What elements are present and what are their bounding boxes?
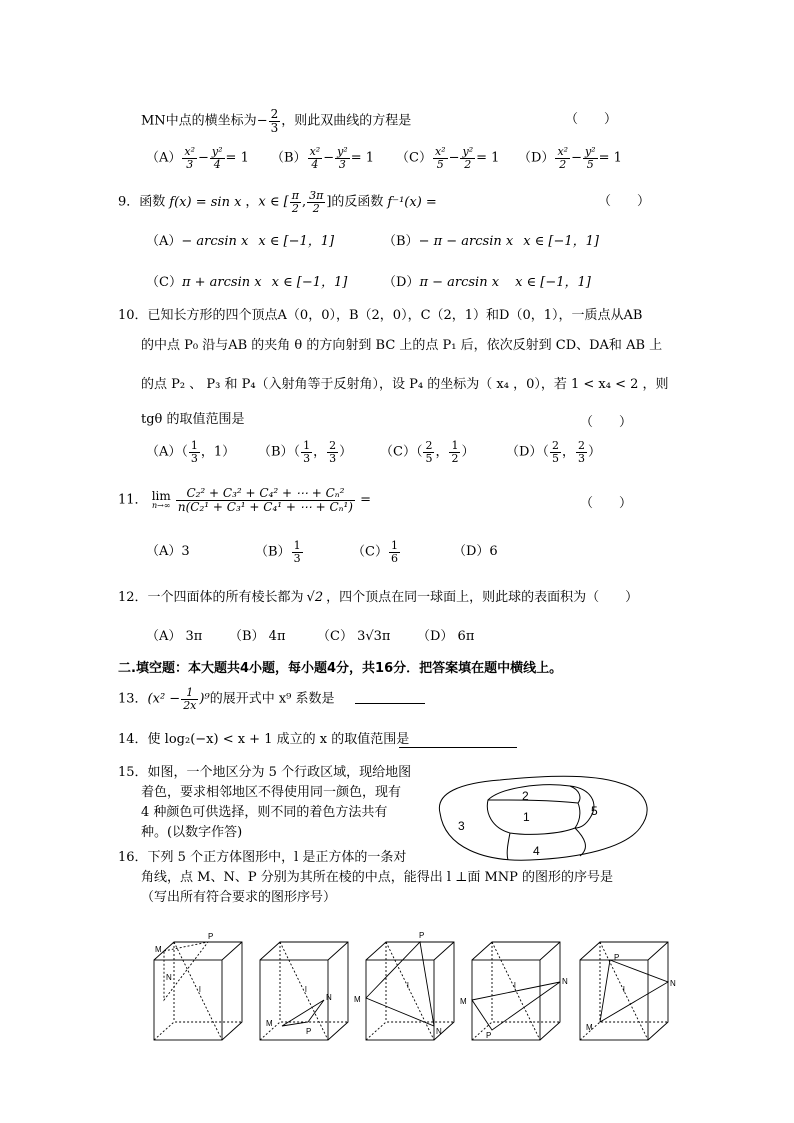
cube-front-face [472,960,540,1040]
lim-subscript: n→∞ [151,501,171,511]
option-frac [460,146,475,170]
q12-option-d[interactable]: （D） 6π [417,629,475,644]
frac-num: y² [337,145,348,158]
q12-text2: ，四个顶点在同一球面上，则此球的表面积为（ ） [326,590,639,605]
cube-4[interactable] [460,942,568,1040]
q10-answer-paren: （ ） [580,415,633,430]
q16-line1: 16．下列 5 个正方体图形中，l 是正方体的一条对 [118,850,407,865]
option-expr: π + arcsin x [181,275,262,290]
q10-line4: tgθ 的取值范围是 [141,412,245,427]
option-label: （D）（ [506,444,549,460]
q10-option-c[interactable] [380,440,474,464]
option-label: （C） [146,275,182,290]
frac-num: x² [434,145,446,158]
q11-lim [152,490,171,510]
q9-option-b[interactable] [383,235,599,248]
label-n: N [562,977,568,986]
frac-num: 1 [390,539,398,552]
label-n: N [166,973,172,982]
option-expr: − arcsin x [181,234,249,249]
frac-den: 5 [551,451,559,465]
option-domain: x ∈ [−1，1] [258,234,335,249]
frac-den: n(C₂¹ + C₃¹ + C₄¹ + ⋯ + Cₙ¹) [177,499,353,514]
q9-answer-paren: （ ） [598,194,651,209]
cube-back-edges [260,942,348,1040]
q9-comma: ， [245,194,259,210]
q11-option-c[interactable] [352,540,401,564]
frac-num: 1 [293,539,301,552]
frac-den: 3 [338,157,346,171]
q9-frac2 [307,190,325,214]
label-l: l [623,985,625,994]
frac-num: y² [211,145,223,158]
cube-back-edges [154,942,242,1040]
q12-text: 12．一个四面体的所有棱长都为 [118,590,304,605]
option-expr: π − arcsin x [419,275,500,290]
option-label: （C） [396,150,432,166]
label-m: M [266,1019,273,1028]
q13-number: 13． [118,691,148,707]
q15-line4: 种。(以数字作答) [141,825,243,840]
q11-answer-paren: （ ） [580,496,633,511]
q14-stem: 14．使 log₂(−x) < x + 1 成立的 x 的取值范围是 [118,732,410,747]
option-label: （D） [383,275,420,290]
option-label: （C）（ [380,444,423,460]
option-label: （A）（ [146,444,188,460]
frac-num: x² [309,145,321,158]
q11-option-b[interactable] [255,540,304,564]
frac-den: 2 [291,201,299,215]
option-label: （C） [352,544,388,560]
q13-expr-open: (x² − [147,691,181,707]
region-label-4: 4 [533,844,540,858]
frac-den: 3 [303,451,311,465]
option-domain: x ∈ [−1，1] [515,275,591,290]
frac-num: y² [462,145,474,158]
option-sep: ， [313,444,327,460]
mnp-triangle [366,942,434,1026]
q9-sep: , [301,194,307,210]
option-label: （A） [146,150,182,166]
q8-option-c[interactable]: （C） $\frac{\text{x²}}{5}$ − $\frac{\text{y²}}{2}$ = 1 [396,145,500,171]
q9-option-a[interactable] [146,235,334,248]
option-domain: x ∈ [−1，1] [271,275,348,290]
label-p: P [306,1027,312,1036]
q9-option-d[interactable] [383,276,591,289]
option-eq: = 1 [598,150,622,166]
lim-word: lim [151,489,171,504]
region-label-5: 5 [591,804,598,818]
cube-5[interactable] [580,942,676,1040]
option-sep: ， [561,444,575,460]
frac-num: π [291,189,299,202]
q9-option-c[interactable] [146,276,347,289]
cube-hidden-edges [260,942,348,1040]
q11-stem [118,487,371,513]
label-l: l [407,981,409,990]
frac-den: 2x [183,698,197,712]
frac-den: 5 [436,157,444,171]
option-label: （B） [271,150,307,166]
region-label-3: 3 [458,819,465,833]
option-end: ） [339,444,353,460]
q11-option-a[interactable]: （A）3 [146,544,190,559]
q8-option-a[interactable]: （A） $\frac{\text{x²}}{3}$ − $\frac{\text{y²}}{4}$ = 1 [146,145,249,171]
option-frac [576,440,587,464]
q9-func: f(x) = sin x [169,194,242,210]
frac-num: 1 [451,439,459,452]
option-frac [189,440,200,464]
q9-text: 函数 [139,194,166,210]
frac-den: 2 [464,157,472,171]
q12-option-c[interactable]: （C） 3√3π [317,629,391,644]
section-heading: 二.填空题：本大题共4小题，每小题4分，共16分．把答案填在题中横线上。 [118,661,563,676]
label-p: P [208,932,214,941]
frac-den: 5 [425,451,433,465]
option-frac [308,146,323,170]
option-label: （A） [146,234,182,249]
q9-stem [118,190,437,214]
cube-back-edges [366,942,454,1040]
cube-2[interactable] [260,942,348,1040]
option-frac [433,146,448,170]
option-eq: = 1 [476,150,500,166]
option-label: （B）（ [258,444,301,460]
region-label-1: 1 [523,810,530,824]
label-l: l [514,981,516,990]
q8-tail: ，则此双曲线的方程是 [281,113,412,129]
label-m: M [460,997,467,1006]
frac-den: 6 [390,551,398,565]
option-end: ） [587,444,601,460]
q9-text2: 的反函数 [331,194,384,210]
q9-domain-open: x ∈ [ [258,194,289,210]
map-region-4-border [507,833,510,860]
q8-fraction [269,108,281,134]
label-l: l [199,985,201,994]
option-frac [335,146,350,170]
option-frac [301,440,312,464]
cube-1[interactable] [154,932,242,1040]
q14-answer-blank[interactable] [399,746,517,748]
option-label: （B） [255,544,291,560]
q16-line2: 角线，点 M、N、P 分别为其所在棱的中点，能得出 l ⊥面 MNP 的图形的序号是 [141,870,614,885]
frac-num: 1 [303,439,311,452]
q10-line3: 的点 P₂ 、 P₃ 和 P₄（入射角等于反射角），设 P₄ 的坐标为（ x₄ ，0），若 1 < x₄ < 2 ，则 [141,377,669,392]
option-expr: − π − arcsin x [418,234,514,249]
q8-option-b[interactable]: （B） $\frac{\text{x²}}{4}$ − $\frac{\text{y²}}{3}$ = 1 [271,145,375,171]
q15-region-map [430,768,660,863]
diagonal-l [174,942,222,1040]
frac-num: x² [184,145,196,158]
q13-expr-close: )⁹ [199,691,210,707]
frac-den: 5 [586,157,594,171]
q15-line1: 15．如图，一个地区分为 5 个行政区域，现给地图 [118,765,412,780]
mnp-triangle [164,942,208,1000]
frac-den: 3 [186,157,194,171]
option-frac [292,540,303,564]
q16-line3: （写出所有符合要求的图形序号） [141,890,337,905]
mnp-triangle [600,960,668,1022]
frac-den: 3 [293,551,301,565]
option-rest: ，1） [200,444,236,460]
cube-front-face [366,960,434,1040]
cube-hidden-edges [366,942,454,1040]
frac-num: 1 [190,439,198,452]
frac-num: 2 [425,439,433,452]
q8-answer-paren: （ ） [565,112,618,127]
option-frac [555,146,570,170]
option-frac [327,440,338,464]
q11-fraction [176,487,355,513]
q12-option-b[interactable]: （B） 4π [229,629,286,644]
q12-option-a[interactable]: （A） 3π [146,629,203,644]
q10-line1: 10．已知长方形的四个顶点A（0，0），B（2，0），C（2，1）和D（0，1），一质点从AB [118,308,643,323]
q15-line3: 4 种颜色可供选择，则不同的着色方法共有 [141,805,388,820]
q8-stem [141,108,411,134]
option-frac [210,146,225,170]
map-outline [439,776,647,860]
q12-stem [118,591,638,604]
frac-den: 2 [559,157,567,171]
cube-front-face [260,960,328,1040]
option-label: （D） [518,150,555,166]
option-sep: ， [435,444,449,460]
option-frac [550,440,561,464]
map-region-4-border-b [575,828,585,856]
q13-fraction [181,687,198,711]
mnp-triangle [472,982,560,1030]
q9-frac1 [290,190,301,214]
q8-minus: − [256,113,268,129]
option-eq: = 1 [350,150,375,166]
q8-option-d[interactable]: （D） $\frac{\text{x²}}{2}$ − $\frac{\text{y²}}{5}$ = 1 [518,145,622,171]
q8-text: MN中点的横坐标为 [141,113,257,129]
frac-num: 2 [577,439,585,452]
map-region-1-border [487,800,580,834]
frac-den: 2 [312,201,320,215]
q10-option-b[interactable] [258,440,352,464]
option-frac [449,440,460,464]
q15-line2: 着色，要求相邻地区不得使用同一颜色，现有 [141,785,402,800]
q9-inverse: f⁻¹(x) = [387,194,437,210]
option-frac [583,146,598,170]
label-p: P [614,953,620,962]
frac-den: 3 [190,451,198,465]
option-frac [182,146,197,170]
q9-number: 9． [118,194,140,210]
frac-num: 2 [551,439,559,452]
option-frac [423,440,434,464]
label-n: N [436,1027,442,1036]
cube-3[interactable] [354,931,454,1040]
q10-option-d[interactable] [506,440,601,464]
label-m: M [354,995,361,1004]
option-end: ） [461,444,475,460]
label-n: N [670,979,676,988]
q9-domain-close: ] [326,194,332,210]
frac-den: 4 [311,157,319,171]
q16-cube-figures [152,930,712,1050]
q12-sqrt: √2 [306,590,324,605]
q13-text: 的展开式中 x⁹ 系数是 [209,691,335,707]
option-frac [389,540,400,564]
q13-answer-blank[interactable] [355,702,425,704]
frac-den: 3 [577,451,585,465]
q11-number: 11． [118,492,148,508]
frac-num: x² [557,145,569,158]
frac-num: 3π [309,189,324,202]
frac-num: y² [584,145,596,158]
label-m: M [155,945,162,954]
diagonal-l [386,942,434,1040]
frac-den: 3 [329,451,337,465]
label-m: M [586,1023,593,1032]
frac-num: 1 [181,687,198,700]
cube-hidden-edges [154,942,242,1040]
q10-line2: 的中点 P₀ 沿与AB 的夹角 θ 的方向射到 BC 上的点 P₁ 后，依次反射到 CD、DA和 AB 上 [141,338,663,353]
label-p: P [419,931,425,940]
frac-num: C₂² + C₃² + C₄² + ⋯ + Cₙ² [176,487,355,501]
frac-den: 4 [213,157,221,171]
option-domain: x ∈ [−1，1] [523,234,600,249]
q10-option-a[interactable] [146,440,235,464]
label-p: P [486,1031,492,1040]
q8-frac-num: 2 [270,107,279,121]
option-eq: = 1 [225,150,249,166]
q11-option-d[interactable]: （D）6 [453,544,498,559]
q11-equals: = [360,492,372,508]
label-l: l [305,985,307,994]
q8-frac-den: 3 [270,120,279,135]
label-n: N [326,993,332,1002]
region-label-2: 2 [522,789,529,803]
frac-num: 2 [329,439,337,452]
frac-den: 2 [451,451,459,465]
q13-stem [118,687,335,711]
option-label: （B） [383,234,419,249]
